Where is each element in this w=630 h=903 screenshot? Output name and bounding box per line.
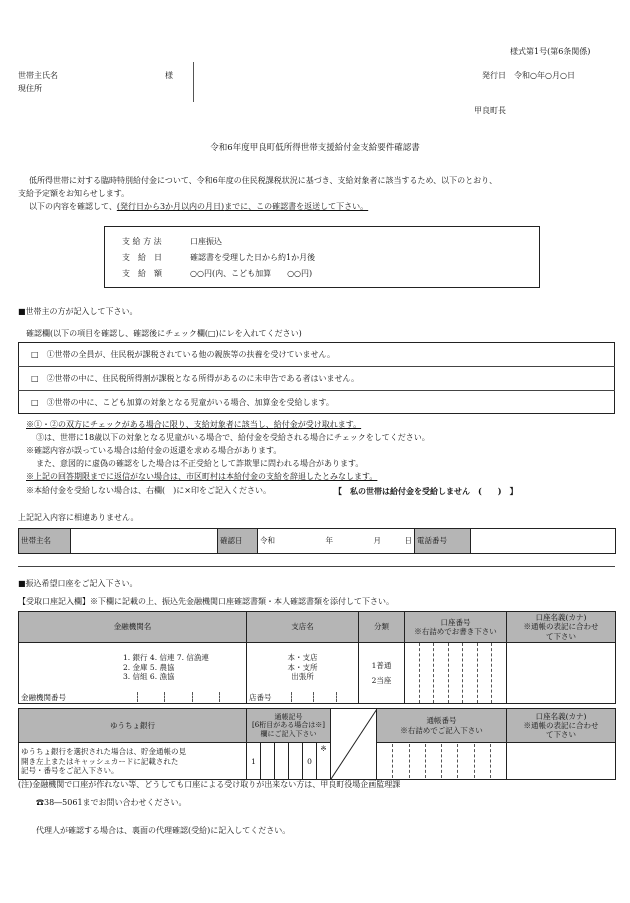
branch-type-1: 本・支店 xyxy=(287,653,318,663)
branch-code-digit-2[interactable] xyxy=(313,692,336,702)
bank-account-table xyxy=(18,611,616,704)
payment-amount-value: ○○円(内、こども加算 ○○円) xyxy=(190,269,313,278)
account-holder-header-note-1: ※通帳の表記に合わせ xyxy=(523,622,599,632)
yucho-symbol-digit-5: 0 xyxy=(303,743,317,780)
note-1-underlined: 給付金が受け取れます。 xyxy=(273,420,362,429)
yucho-symbol-note-2: 欄にご記入下さい xyxy=(260,730,317,739)
check-item-2[interactable] xyxy=(31,374,359,384)
yucho-number-digit-4[interactable] xyxy=(425,744,441,778)
branch-code-digit-3[interactable] xyxy=(336,692,359,702)
payment-date-label: 支 給 日 xyxy=(122,253,162,262)
account-holder-input[interactable] xyxy=(507,643,616,704)
yucho-desc-line-2: 開き左上またはキャッシュカードに記載された xyxy=(21,756,179,766)
footer-phone: ☎38―5061までお問い合わせください。 xyxy=(36,798,187,807)
yucho-number-digit-8[interactable] xyxy=(490,744,506,778)
householder-section-heading: ■世帯主の方が記入して下さい。 xyxy=(18,307,138,316)
account-holder-header-note-2: て下さい xyxy=(546,631,576,641)
intro-line-3 xyxy=(29,202,368,212)
account-section-heading: ■振込希望口座をご記入下さい。 xyxy=(18,579,138,588)
confirmation-table xyxy=(18,528,616,554)
bank-type-row-1: 1. 銀行 4. 信連 7. 信漁連 xyxy=(123,653,209,663)
check-divider-2 xyxy=(18,390,615,391)
yucho-desc-line-3: 記号・番号をご記入下さい。 xyxy=(21,765,119,775)
note-3: ※確認内容が誤っている場合は給付金の返還を求める場合があります。 xyxy=(26,446,282,455)
note-6: ※本給付金を受給しない場合は、右欄( )に×印をご記入ください。 xyxy=(26,486,271,495)
yucho-number-digit-7[interactable] xyxy=(474,744,490,778)
yucho-number-header-title: 通帳番号 xyxy=(426,716,457,726)
account-holder-header xyxy=(507,612,616,643)
yucho-number-digit-grid xyxy=(377,744,506,778)
note-1-prefix: ※①・②の双方にチェックがある場合に限り、支給対象者に該当し、 xyxy=(26,420,274,429)
branch-code-digit-1[interactable] xyxy=(291,692,314,702)
day-label: 日 xyxy=(403,529,415,554)
intro-line-3-suffix: までに、この確認書を返送して下さい。 xyxy=(224,202,369,211)
era-label: 令和 xyxy=(258,529,286,554)
section-divider xyxy=(18,566,615,567)
check-item-2-text: ②世帯の中に、住民税所得割が課税となる所得があるのに未申告である者はいません。 xyxy=(46,374,360,383)
yucho-symbol-digit-3[interactable] xyxy=(275,743,289,780)
check-item-1-text: ①世帯の全員が、住民税が課税されている他の親族等の扶養を受けていません。 xyxy=(46,350,336,359)
phone-label: 電話番号 xyxy=(415,529,471,554)
yucho-symbol-note-1: [6桁目がある場合は※] xyxy=(252,721,325,730)
year-label: 年 xyxy=(324,529,336,554)
yucho-symbol-digit-2[interactable] xyxy=(261,743,275,780)
payment-method-value: 口座振込 xyxy=(190,237,222,246)
confirm-date-label: 確認日 xyxy=(218,529,258,554)
intro-line-2: 支給予定額をお知らせします。 xyxy=(18,189,130,198)
account-type-header: 分類 xyxy=(359,612,405,643)
branch-code-digit-grid xyxy=(291,692,359,702)
branch-type-options[interactable] xyxy=(247,643,359,692)
yucho-holder-header-title: 口座名義(カナ) xyxy=(535,711,587,721)
page-title: 令和6年度甲良町低所得世帯支援給付金支給要件確認書 xyxy=(210,143,420,153)
intro-line-3-prefix: 以下の内容を確認して、 xyxy=(29,202,117,211)
honorific: 様 xyxy=(165,71,173,80)
yucho-number-digit-5[interactable] xyxy=(441,744,457,778)
yucho-number-digit-2[interactable] xyxy=(392,744,408,778)
yucho-symbol-header xyxy=(247,709,331,743)
bank-name-header: 金融機関名 xyxy=(19,612,247,643)
note-1 xyxy=(26,420,361,430)
yucho-holder-header xyxy=(507,709,616,743)
branch-type-3: 出張所 xyxy=(291,671,314,681)
footer-proxy: 代理人が確認する場合は、裏面の代理確認(受給)に記入してください。 xyxy=(36,826,291,835)
note-5: ※上記の回答期限までに返信がない場合は、市区町村は本給付金の支給を辞退したとみなします。 xyxy=(26,472,378,481)
month-label: 月 xyxy=(372,529,384,554)
check-instruction: 確認欄(以下の項目を確認し、確認後にチェック欄(□)にレを入れてください) xyxy=(26,329,302,338)
payment-date-value: 確認書を受理した日から約1か月後 xyxy=(190,253,316,262)
account-type-2: 2当座 xyxy=(371,676,392,686)
month-input[interactable] xyxy=(336,529,372,554)
bank-type-row-2: 2. 金庫 5. 農協 xyxy=(123,662,175,672)
yucho-number-digit-3[interactable] xyxy=(409,744,425,778)
year-input[interactable] xyxy=(286,529,324,554)
bank-code-input[interactable] xyxy=(215,691,247,703)
return-deadline: (発行日から3か月以内の月日) xyxy=(116,202,225,211)
yucho-number-header-note: ※右詰めでご記入下さい xyxy=(400,725,483,735)
yucho-holder-input[interactable] xyxy=(507,743,616,780)
account-digit-4[interactable] xyxy=(448,643,463,703)
account-type-options[interactable] xyxy=(359,643,405,704)
account-number-digit-grid xyxy=(405,643,506,703)
branch-code-input[interactable] xyxy=(291,691,359,703)
yucho-symbol-header-title: 通帳記号 xyxy=(274,712,303,721)
checkbox-3[interactable]: □ xyxy=(31,398,39,407)
check-divider-1 xyxy=(18,366,615,367)
phone-input[interactable] xyxy=(471,529,616,554)
checkbox-2[interactable]: □ xyxy=(31,374,39,383)
footer-note: (注)金融機関で口座が作れない等、どうしても口座による受け取りが出来ない方は、甲良町役場企画監理課 xyxy=(18,780,401,789)
confirmation-statement: 上記記入内容に相違ありません。 xyxy=(18,513,139,522)
yucho-number-header xyxy=(377,709,507,743)
payment-info-box xyxy=(104,226,540,288)
yucho-description xyxy=(19,743,247,780)
checkbox-1[interactable]: □ xyxy=(31,350,39,359)
bank-code-digit-grid xyxy=(137,692,247,702)
bank-type-options[interactable] xyxy=(19,643,247,692)
bank-type-row-3: 3. 信組 6. 漁協 xyxy=(123,671,175,681)
yucho-number-input[interactable] xyxy=(377,743,507,780)
note-4: また、意図的に虚偽の確認をした場合は不正受給として詐欺罪に問われる場合があります。 xyxy=(36,459,364,468)
bank-code-digit-3[interactable] xyxy=(192,692,220,702)
yucho-number-digit-1[interactable] xyxy=(377,744,392,778)
yucho-holder-header-note-1: ※通帳の表記に合わせ xyxy=(523,721,599,731)
yucho-symbol-digit-6[interactable]: ※ xyxy=(317,743,331,780)
intro-line-1: 低所得世帯に対する臨時特別給付金について、令和6年度の住民税課税状況に基づき、支給対象者に該当するため、以下のとおり、 xyxy=(29,176,498,185)
bank-code-digit-2[interactable] xyxy=(164,692,192,702)
branch-type-2: 本・支所 xyxy=(287,662,318,672)
account-holder-header-title: 口座名義(カナ) xyxy=(535,613,587,622)
bank-code-digit-1[interactable] xyxy=(137,692,165,702)
payment-method-label: 支 給 方 法 xyxy=(122,237,162,246)
account-type-1: 1普通 xyxy=(371,660,392,670)
issue-date: 発行日 令和○年○月○日 xyxy=(482,71,575,80)
note-2: ③は、世帯に18歳以下の対象となる児童がいる場合で、給付金を受給される場合にチェックをしてください。 xyxy=(36,433,430,442)
account-digit-7[interactable] xyxy=(491,643,506,703)
account-number-header-note: ※右詰めでお書き下さい xyxy=(414,627,497,637)
yucho-symbol-digit-1: 1 xyxy=(247,743,261,780)
branch-name-header: 支店名 xyxy=(247,612,359,643)
householder-name-input[interactable] xyxy=(71,529,218,554)
decline-bracket[interactable]: 【 私の世帯は給付金を受給しません ( ) 】 xyxy=(334,486,518,496)
yucho-holder-header-note-2: て下さい xyxy=(546,730,577,740)
payment-amount-label: 支 給 額 xyxy=(122,269,162,278)
address-box-divider xyxy=(193,62,194,102)
bank-code-digit-4[interactable] xyxy=(219,692,247,702)
yucho-table xyxy=(18,708,616,780)
householder-name-label: 世帯主氏名 xyxy=(18,71,58,80)
issuer: 甲良町長 xyxy=(474,106,506,115)
check-item-1[interactable] xyxy=(31,350,335,360)
account-instruction: 【受取口座記入欄】※下欄に記載の上、振込先金融機関口座確認書類・本人確認書類を添付して下さい。 xyxy=(18,597,394,606)
account-digit-1[interactable] xyxy=(405,643,419,703)
account-number-input[interactable] xyxy=(405,643,507,704)
householder-name-cell-label: 世帯主名 xyxy=(19,529,71,554)
account-number-header-title: 口座番号 xyxy=(440,617,471,627)
account-digit-5[interactable] xyxy=(462,643,477,703)
yucho-symbol-digit-4[interactable] xyxy=(289,743,303,780)
diagonal-slash xyxy=(331,709,377,779)
account-number-header xyxy=(405,612,507,643)
yucho-desc-line-1: ゆうちょ銀行を選択された場合は、貯金通帳の見 xyxy=(21,747,186,757)
branch-code-label: 店番号 xyxy=(247,691,291,703)
account-digit-6[interactable] xyxy=(477,643,492,703)
account-digit-2[interactable] xyxy=(419,643,434,703)
bank-code-label: 金融機関番号 xyxy=(19,691,215,703)
check-item-3[interactable] xyxy=(31,398,334,408)
form-number: 様式第1号(第6条関係) xyxy=(510,47,591,56)
check-item-3-text: ③世帯の中に、こども加算の対象となる児童がいる場合、加算金を受給します。 xyxy=(46,398,334,407)
yucho-header: ゆうちょ銀行 xyxy=(19,709,247,743)
address-label: 現住所 xyxy=(18,84,42,93)
yucho-diagonal-cell xyxy=(331,709,377,780)
account-digit-3[interactable] xyxy=(433,643,448,703)
day-input[interactable] xyxy=(384,529,403,554)
yucho-number-digit-6[interactable] xyxy=(457,744,473,778)
